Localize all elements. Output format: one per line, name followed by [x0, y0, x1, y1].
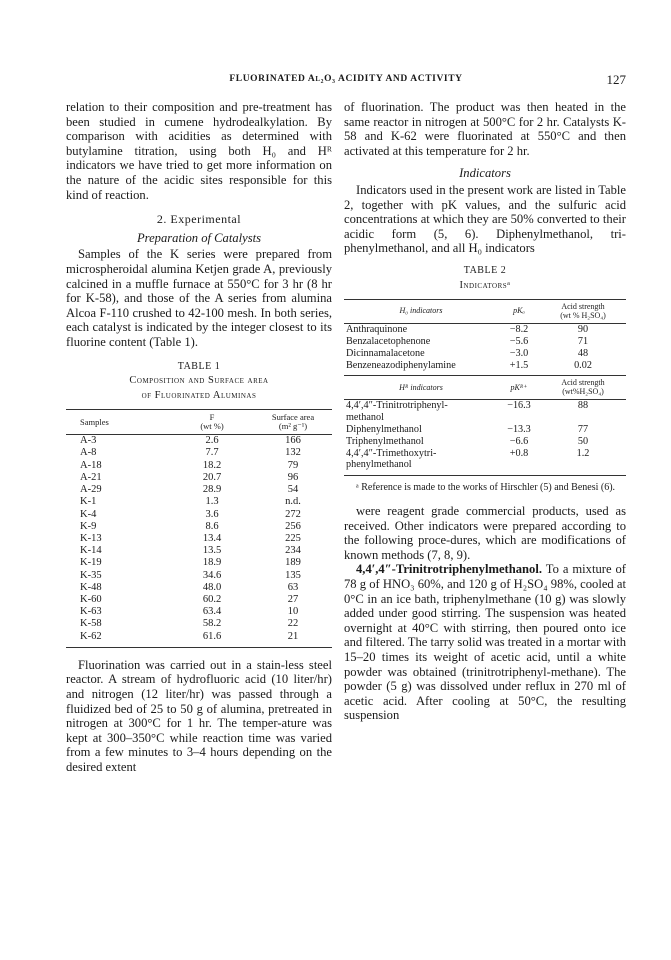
- column-header: Samples: [66, 410, 170, 435]
- table-cell: K-1: [80, 496, 97, 508]
- table-cell: 48.0: [202, 581, 222, 593]
- table-1: [66, 360, 332, 648]
- table-cell: [540, 459, 626, 471]
- paragraph: Indicators used in the present work are listed in Table 2, together with pK values, and the sulfuric acid concentrations at which they are 50% converted to their acidic form (5, 6). Diphenylmethanol, tri-phenylmethanol, and all H₀ indicators: [344, 182, 626, 256]
- column-header: pKᴿ⁺: [498, 376, 540, 400]
- table-row: [66, 484, 332, 496]
- table-cell: 96: [287, 471, 299, 483]
- table-cell: 272: [285, 508, 301, 520]
- subsection-heading: Preparation of Catalysts: [136, 230, 262, 245]
- table-cell: 1.2: [576, 447, 590, 459]
- table-row: [66, 606, 332, 618]
- table-row: [66, 618, 332, 630]
- table-cell: 61.6: [170, 631, 254, 648]
- table-cell: 18.9: [202, 557, 222, 569]
- column-header: pKₐ: [498, 300, 540, 324]
- table-cell: 77: [577, 423, 589, 435]
- table-cell: A-8: [80, 447, 97, 459]
- table-label: TABLE 1: [177, 360, 221, 372]
- table-cell: A-3: [80, 435, 97, 447]
- table-cell: 71: [577, 335, 589, 347]
- table-cell: 63: [287, 581, 299, 593]
- paragraph: were reagent grade commercial products, used as received. Other indicators were prepared according to the following proce-dures, which are modifications of known methods (7, 8, 9).: [344, 504, 626, 562]
- table-cell: 58.2: [202, 618, 222, 630]
- table-row: [66, 631, 332, 648]
- table-cell: 3.6: [205, 508, 219, 520]
- table-row: [344, 448, 626, 460]
- table-cell: K-4: [80, 508, 97, 520]
- table-cell: 27: [287, 593, 299, 605]
- table-cell: 54: [287, 484, 299, 496]
- table-cell: K-13: [80, 532, 102, 544]
- table-cell: n.d.: [285, 496, 301, 508]
- table-cell: −16.3: [507, 400, 531, 412]
- page-number: 127: [606, 72, 626, 87]
- paragraph: of fluorination. The product was then heated in the same reactor in nitrogen at 500°C for 2 hr. Catalysts K-58 and K-62 were fluorinated at 550°C and then activated at this temperature for 2 hr.: [344, 100, 626, 158]
- table-row: [344, 348, 626, 360]
- data-table: [344, 299, 626, 476]
- table-label: TABLE 2: [463, 264, 507, 276]
- table-cell: [498, 412, 540, 424]
- table-cell: 20.7: [202, 471, 222, 483]
- paragraph: relation to their composition and pre-treatment has been studied in cumene hydrodealkylation. By comparison with acidities as determined with butylamine titration, using both H₀ and Hᴿ indicators we have tried to get more information on the nature of the acidic sites responsible for this kind of reaction.: [66, 100, 332, 202]
- paragraph: Fluorination was carried out in a stain-less steel reactor. A stream of hydrofluoric acid (10 liter/hr) and nitrogen (12 liter/hr) was passed through a fluidized bed of 25 to 50 g of alumina, pretreated in nitrogen at 300°C for 1 hr. The temper-ature was kept at 300–350°C while reaction time was varied from a few minutes to 3–4 hours depending on the desired extent: [66, 657, 332, 774]
- table-cell: methanol: [346, 412, 384, 424]
- table-cell: K-35: [80, 569, 102, 581]
- table-cell: K-19: [80, 557, 102, 569]
- table-cell: 13.5: [202, 545, 222, 557]
- table-cell: 10: [287, 606, 299, 618]
- table-cell: 4,4′,4″-Trimethoxytri-: [346, 447, 437, 459]
- table-2: [344, 264, 626, 494]
- table-cell: 60.2: [202, 593, 222, 605]
- table-row: [344, 324, 626, 336]
- table-cell: 88: [577, 400, 589, 412]
- table-row: [344, 400, 626, 412]
- table-row: [344, 336, 626, 348]
- table-cell: [540, 412, 626, 424]
- table-cell: −6.6: [509, 435, 529, 447]
- column-header: Surface area (m² g⁻¹): [254, 410, 332, 435]
- table-row: [66, 594, 332, 606]
- table-cell: 18.2: [202, 459, 222, 471]
- compound-title: 4,4′,4″-Trinitrotriphenylmethanol.: [356, 562, 542, 577]
- table-cell: −3.0: [509, 347, 529, 359]
- table-caption: Composition and Surface area: [129, 375, 269, 387]
- table-cell: K-48: [80, 581, 102, 593]
- table-cell: 4,4′,4″-Trinitrotriphenyl-: [346, 400, 448, 412]
- table-cell: 2.6: [205, 435, 219, 447]
- table-row: [66, 435, 332, 448]
- table-cell: 79: [287, 459, 299, 471]
- table-cell: −8.2: [509, 324, 529, 336]
- table-cell: 234: [285, 545, 301, 557]
- table-cell: 225: [285, 532, 301, 544]
- table-cell: 28.9: [202, 484, 222, 496]
- table-row: [66, 533, 332, 545]
- table-row: [66, 496, 332, 508]
- table-row: [344, 459, 626, 471]
- table-cell: 48: [577, 347, 589, 359]
- table-cell: Dicinnamalacetone: [346, 347, 425, 359]
- table-row: [344, 436, 626, 448]
- table-row: [66, 509, 332, 521]
- table-cell: 13.4: [202, 532, 222, 544]
- table-cell: A-21: [80, 471, 102, 483]
- table-cell: Triphenylmethanol: [346, 435, 424, 447]
- table-cell: 256: [285, 520, 301, 532]
- table-cell: phenylmethanol: [346, 459, 412, 471]
- table-cell: K-9: [80, 520, 97, 532]
- running-title: FLUORINATED Al₂O₃ ACIDITY AND ACTIVITY: [229, 74, 463, 84]
- table-footnote: ᵃ Reference is made to the works of Hirschler (5) and Benesi (6).: [356, 482, 616, 494]
- table-row: [344, 424, 626, 436]
- table-cell: 166: [285, 435, 301, 447]
- table-cell: 189: [285, 557, 301, 569]
- table-cell: A-18: [80, 459, 102, 471]
- paragraph-text: To a mixture of 78 g of HNO₃ 60%, and 120 g of H₂SO₄ 98%, cooled at 0°C in an ice bath, triphenylmethane (10 g) was slowly added under good stirring. The suspension was heated overnight at 40°C with stirring, then poured onto ice and filtered. The tarry solid was treated in a mortar with 15–20 times its weight of acetic acid, until a white powder was obtained (trinitrotriphenyl-methane). The powder (5 g) was dissolved under reflux in 270 ml of acetic acid. After cooling at 50°C, the resulting suspension: [344, 562, 627, 723]
- table-row: [66, 582, 332, 594]
- table-cell: 34.6: [202, 569, 222, 581]
- paragraph: Samples of the K series were prepared from microspheroidal alumina Ketjen grade A, previously calcined in a muffle furnace at 550°C for 3 hr (8 hr for K-58), and those of the A series from alumina Alcoa F-110 crushed to 42-100 mesh. In both series, each catalyst is indicated by the integer closest to its fluorine content (Table 1).: [66, 247, 332, 349]
- table-cell: K-63: [80, 606, 102, 618]
- column-header: H₀ indicators: [344, 300, 498, 324]
- table-cell: K-14: [80, 545, 102, 557]
- table-row: [66, 521, 332, 533]
- running-header: [66, 74, 626, 88]
- data-table: [66, 409, 332, 647]
- column-header: F (wt %): [170, 410, 254, 435]
- column-header: Acid strength (wt%H₂SO₄): [540, 376, 626, 400]
- table-row: [66, 460, 332, 472]
- table-cell: [498, 459, 540, 471]
- table-cell: 8.6: [205, 520, 219, 532]
- table-cell: Benzalacetophenone: [346, 335, 431, 347]
- table-cell: K-60: [80, 593, 102, 605]
- column-header: Acid strength (wt % H₂SO₄): [540, 300, 626, 324]
- table-cell: K-62: [66, 631, 170, 648]
- table-cell: Diphenylmethanol: [346, 423, 422, 435]
- table-cell: 22: [287, 618, 299, 630]
- table-cell: +0.8: [509, 447, 529, 459]
- table-row: [66, 557, 332, 569]
- table-cell: 63.4: [202, 606, 222, 618]
- table-cell: A-29: [80, 484, 102, 496]
- table-cell: −13.3: [507, 423, 531, 435]
- left-column: [66, 100, 332, 774]
- table-row: [66, 447, 332, 459]
- table-row: [66, 472, 332, 484]
- table-cell: Anthraquinone: [346, 324, 408, 336]
- column-header: Hᴿ indicators: [344, 376, 498, 400]
- table-cell: +1.5: [509, 359, 529, 371]
- paragraph: [344, 562, 626, 723]
- table-cell: −5.6: [509, 335, 529, 347]
- subsection-heading: Indicators: [459, 166, 511, 181]
- table-cell: Benzeneazodiphenylamine: [346, 359, 456, 371]
- table-cell: 135: [285, 569, 301, 581]
- table-row: [344, 360, 626, 372]
- table-cell: 132: [285, 447, 301, 459]
- right-column: [344, 100, 626, 723]
- table-cell: 21: [254, 631, 332, 648]
- table-cell: K-58: [80, 618, 102, 630]
- table-row: [66, 570, 332, 582]
- table-cell: 90: [577, 324, 589, 336]
- table-cell: 7.7: [205, 447, 219, 459]
- table-cell: 1.3: [205, 496, 219, 508]
- table-cell: 50: [577, 435, 589, 447]
- table-row: [344, 412, 626, 424]
- table-caption: of Fluorinated Aluminas: [141, 389, 257, 401]
- section-heading: 2. Experimental: [156, 212, 242, 227]
- table-caption: Indicatorsᵃ: [459, 279, 511, 291]
- table-cell: 0.02: [574, 359, 592, 371]
- table-row: [66, 545, 332, 557]
